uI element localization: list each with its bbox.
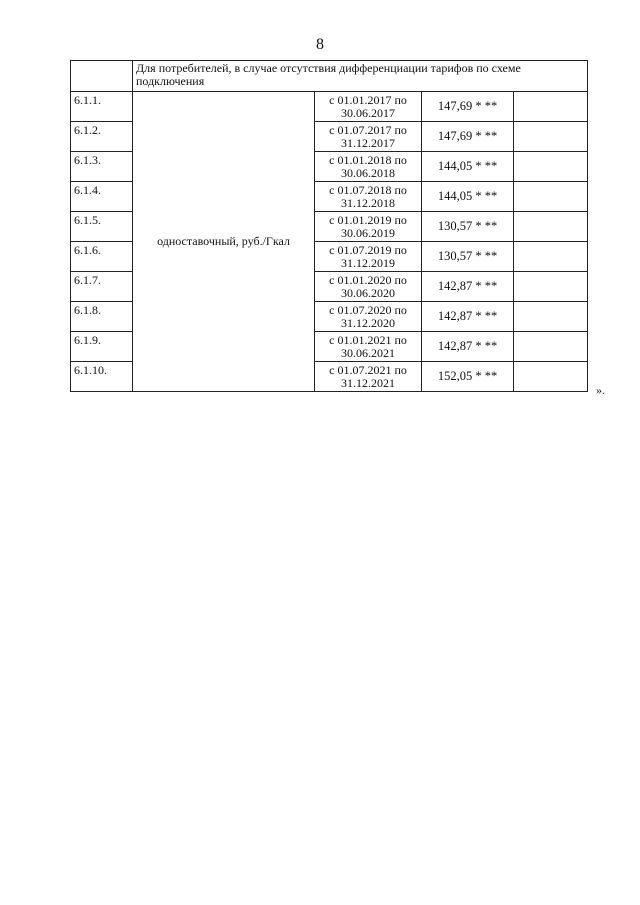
row-number-cell: 6.1.5.: [71, 212, 133, 242]
tariff-value-cell: 142,87 * **: [422, 332, 514, 362]
row-number-cell: 6.1.2.: [71, 122, 133, 152]
extra-cell: [514, 212, 588, 242]
row-number-cell: 6.1.3.: [71, 152, 133, 182]
period-cell: с 01.01.2019 по 30.06.2019: [315, 212, 422, 242]
tariff-value-cell: 152,05 * **: [422, 362, 514, 392]
page-number: 8: [316, 36, 324, 53]
tariff-value-cell: 144,05 * **: [422, 182, 514, 212]
row-number-cell: 6.1.7.: [71, 272, 133, 302]
row-number-cell: 6.1.1.: [71, 92, 133, 122]
period-cell: с 01.07.2019 по 31.12.2019: [315, 242, 422, 272]
period-cell: с 01.07.2020 по 31.12.2020: [315, 302, 422, 332]
closing-quote-mark: ».: [596, 383, 605, 397]
header-empty-cell: [71, 61, 133, 92]
tariff-value-cell: 144,05 * **: [422, 152, 514, 182]
extra-cell: [514, 332, 588, 362]
extra-cell: [514, 122, 588, 152]
extra-cell: [514, 362, 588, 392]
table-row: [71, 92, 588, 122]
tariff-value-cell: 130,57 * **: [422, 212, 514, 242]
table-header-row: [71, 61, 588, 92]
tariff-type-cell: одноставочный, руб./Гкал: [133, 92, 315, 392]
row-number-cell: 6.1.9.: [71, 332, 133, 362]
period-cell: с 01.01.2020 по 30.06.2020: [315, 272, 422, 302]
period-cell: с 01.07.2018 по 31.12.2018: [315, 182, 422, 212]
consumer-group-label: Для потребителей, в случае отсутствия дифференциации тарифов по схеме подключения: [133, 61, 588, 92]
period-cell: с 01.07.2021 по 31.12.2021: [315, 362, 422, 392]
tariff-value-cell: 147,69 * **: [422, 92, 514, 122]
extra-cell: [514, 92, 588, 122]
tariff-value-cell: 142,87 * **: [422, 272, 514, 302]
row-number-cell: 6.1.6.: [71, 242, 133, 272]
tariff-value-cell: 142,87 * **: [422, 302, 514, 332]
tariff-table: [70, 60, 588, 392]
period-cell: с 01.01.2021 по 30.06.2021: [315, 332, 422, 362]
tariff-value-cell: 147,69 * **: [422, 122, 514, 152]
row-number-cell: 6.1.8.: [71, 302, 133, 332]
extra-cell: [514, 302, 588, 332]
extra-cell: [514, 182, 588, 212]
extra-cell: [514, 242, 588, 272]
extra-cell: [514, 272, 588, 302]
period-cell: с 01.07.2017 по 31.12.2017: [315, 122, 422, 152]
extra-cell: [514, 152, 588, 182]
row-number-cell: 6.1.10.: [71, 362, 133, 392]
period-cell: с 01.01.2017 по 30.06.2017: [315, 92, 422, 122]
tariff-table-body: [71, 61, 588, 392]
row-number-cell: 6.1.4.: [71, 182, 133, 212]
tariff-value-cell: 130,57 * **: [422, 242, 514, 272]
period-cell: с 01.01.2018 по 30.06.2018: [315, 152, 422, 182]
